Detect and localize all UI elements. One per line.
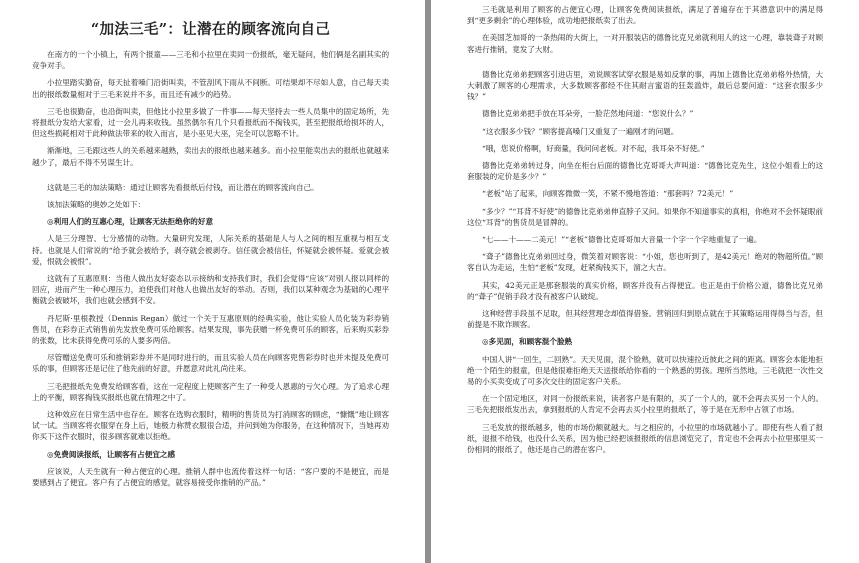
- paragraph: 在一个固定地区，对同一份报纸来说，读者客户是有限的，买了一个人的，就不会再去买另一个人的。三毛先把报纸发出去，拿到报纸的人肯定不会再去买小拉里的报纸了，等于是在无形中占领了市场。: [467, 394, 823, 415]
- paragraph: 这种经营手段虽不足取，但其经营理念却值得借鉴。营销回归到原点就在于其策略运用得得当与否，但前提是不欺诈顾客。: [467, 309, 823, 330]
- paragraph: 应该说，人天生就有一种占便宜的心理。推销人群中也流传着这样一句话：“客户要的不是便宜，而是要感到占了便宜。客户有了占便宜的感觉，就容易接受你推销的产品。”: [32, 466, 389, 488]
- paragraph: 德鲁比克弟弟把手放在耳朵旁，一脸茫然地问道：“您说什么？”: [482, 109, 694, 119]
- paragraph: “多少？”“耳背不好使”的德鲁比克弟弟伸直脖子又问。如果你不知道事实的真相，你绝对不会怀疑眼前这位“耳背”的售货员是冒牌的。: [467, 206, 823, 227]
- paragraph: “七——十——二美元！”“老板”德鲁比克哥哥加大音量一个字一个字地重复了一遍。: [482, 235, 762, 245]
- paragraph: 这就是三毛的加法策略：通过让顾客先看报纸后付钱，而让潜在的顾客流向自己。: [47, 182, 319, 192]
- paragraph: “这衣服多少钱？”顾客提高嗓门又重复了一遍刚才的问题。: [482, 126, 679, 136]
- paragraph: 尽管赠送免费可乐和推销彩券并不是同时进行的，而且实验人员在向顾客兜售彩券时也并未提及免费可乐的事，但顾客还是记住了他先前的好意，并愿意对此礼尚往来。: [32, 353, 389, 374]
- paragraph: 三毛发放的报纸越多，他的市场份额就越大。与之相应的，小拉里的市场就越小了。即使有些人看了报纸，退报不给钱，也没什么关系，因为他已经把该报报纸的信息浏览完了，肯定也不会再去小拉里那里买一份相同的报纸了，他还是自己的潜在客户。: [467, 422, 823, 455]
- article-title: “加法三毛”：让潜在的顾客流向自己: [90, 21, 331, 38]
- left-page: [0, 0, 425, 563]
- paragraph: 中国人讲“一回生，二回熟”。天天见面，混个脸熟，就可以快速拉近彼此之间的距离。顾客会本能地拒绝一个陌生的报童，但是他很难拒绝天天送报纸给你看的一个熟悉的男孩。理所当然地，三毛就把一次性交易的小买卖变成了可多次交往的固定客户关系。: [467, 354, 823, 387]
- paragraph: 人是三分理智、七分感情的动物。大量研究发现，人际关系的基础是人与人之间的相互重视与相互支持。也就是人们常说的“给予就会被给予，剥夺就会被剥夺。信任就会被信任，怀疑就会被怀疑。爱就会被爱，恨就会被恨”。: [32, 234, 389, 266]
- paragraph: 这种效应在日常生活中也存在。顾客在选购衣服时，精明的售货员为打消顾客的顾虑，“慷慨”地让顾客试一试。当顾客将衣服穿在身上后，她极力称赞衣服很合适，并问到她为你服务，在这种情况下，当她再劝你买下这件衣服时，很多顾客就难以拒绝。: [32, 410, 389, 442]
- paragraph: 三毛也很勤奋，也沿街叫卖，但他比小拉里多做了一件事——每天坚持去一些人员集中的固定场所，先将报纸分发给大家看，过一会儿再来收钱。虽然偶尔有几个只看报纸而不掏钱买，甚至把报纸给损坏的人，但这些损耗相对于此种做法带来的收入而言，是小巫见大巫，完全可以忽略不计。: [32, 106, 389, 139]
- paragraph: 在南方的一个小镇上，有两个报童——三毛和小拉里在卖同一份报纸，毫无疑问，他们俩是名副其实的竞争对手。: [32, 50, 389, 71]
- paragraph: “哦，您说价格啊，好商量，我问问老板。对不起，我耳朵不好使。”: [482, 143, 705, 153]
- paragraph: 其实，42美元正是那套服装的真实价格，顾客并没有占得便宜。也正是由于价格公道，德鲁比克兄弟的“聋子”促销手段才没有被客户认破绽。: [467, 280, 823, 301]
- paragraph: 这就有了互惠原则：当他人做出友好姿态以示接纳和支持我们时，我们会觉得“应该”对别人报以同样的回应，进而产生一种心理压力，迫使我们对他人也做出友好的举动。否则，我们以某种观念为基础的心理平衡就会被破坏，我们也就会感到不安。: [32, 274, 389, 306]
- paragraph: “聋子”德鲁比克弟弟回过身，微笑着对顾客说：“小姐，您也听到了，是42美元！绝对的物超所值。”顾客自认为走运，生怕“老板”发现，赶紧掏钱买下，溜之大吉。: [467, 252, 823, 273]
- paragraph: 德鲁比克弟弟把顾客引进店里，劝说顾客试穿衣服是易如反掌的事，再加上德鲁比克弟弟格外热情，大大刺激了顾客的心理需求，大多数顾客都经不住其耐言蜜语的狂轰滥炸，最后总要问道：“这套衣服多少钱？”: [467, 69, 823, 102]
- paragraph: 该加法策略的奥妙之处如下：: [47, 200, 146, 210]
- paragraph: 小拉里踏实勤奋，每天扯着嗓门沿街叫卖，不管刮风下雨从不间断。可结果却不尽如人意，自己每天卖出的报纸数量相对于三毛来说并不多，而且还有减少的趋势。: [32, 78, 389, 99]
- right-page: [431, 0, 859, 563]
- paragraph: 德鲁比克弟弟转过身，向坐在柜台后面的德鲁比克哥哥大声叫道：“德鲁比克先生，这位小姐看上的这套服装的定价是多少？”: [467, 161, 823, 182]
- paragraph: 在美国芝加哥的一条热闹的大街上，一对开服装店的德鲁比克兄弟就利用人的这一心理，靠装聋子对顾客进行推销，竟发了大财。: [467, 33, 823, 54]
- paragraph: 丹尼斯·里根教授（Dennis Regan）做过一个关于互惠原则的经典实验，他让实验人员化装为彩券销售员，在彩券正式销售前先发放免费可乐给顾客。结果发现，事先获赠一杯免费可乐的顾客，后来购买彩券的张数，比未获得免费可乐的人要多两倍。: [32, 313, 389, 346]
- paragraph: 渐渐地，三毛跟这些人的关系越来越熟，卖出去的报纸也越来越多。而小拉里能卖出去的报纸也就越来越少了，最后不得不另谋生计。: [32, 146, 389, 167]
- section-heading: ◎利用人们的互惠心理，让顾客无法拒绝你的好意: [47, 217, 214, 227]
- section-heading: ◎多见面，和顾客混个脸熟: [482, 337, 573, 347]
- section-heading: ◎免费阅读报纸，让顾客有占便宜之感: [47, 449, 176, 459]
- paragraph: “老板”站了起来，向顾客微微一笑，不紧不慢地答道：“那套吗？72美元！”: [482, 189, 734, 199]
- paragraph: 三毛把报纸先免费发给顾客看，这在一定程度上使顾客产生了一种受人恩惠的亏欠心理。为了追求心理上的平衡，顾客掏钱买报纸也就在情理之中了。: [32, 381, 389, 402]
- paragraph: 三毛就是利用了顾客的占便宜心理，让顾客免费阅读报纸，满足了普遍存在于其潜意识中的满足得到“更多剩余”的心理体验，成功地把报纸卖了出去。: [467, 5, 823, 26]
